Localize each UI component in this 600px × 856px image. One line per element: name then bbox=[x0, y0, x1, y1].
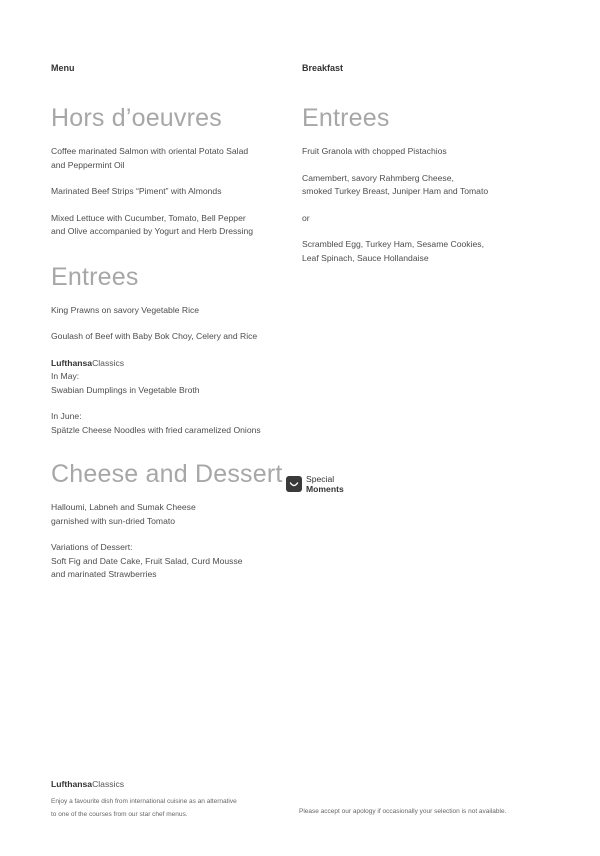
hors-item-line: Mixed Lettuce with Cucumber, Tomato, Bell Pepper bbox=[51, 212, 246, 223]
breakfast-or-text: or bbox=[302, 212, 310, 223]
lufthansa-classics-brand bbox=[51, 357, 286, 371]
entrees-title: Entrees bbox=[51, 262, 139, 291]
brand-light: Classics bbox=[92, 357, 125, 368]
special-moments-text bbox=[306, 474, 344, 494]
moments-line: Moments bbox=[306, 484, 344, 494]
hors-doeuvres-title: Hors d’oeuvres bbox=[51, 104, 222, 132]
cheese-item-line: garnished with sun-dried Tomato bbox=[51, 515, 176, 526]
breakfast-item bbox=[302, 145, 552, 159]
june-label: In June: bbox=[51, 411, 82, 421]
breakfast-entrees-title: Entrees bbox=[302, 104, 390, 132]
breakfast-header: Breakfast bbox=[302, 63, 344, 73]
hors-item bbox=[51, 145, 286, 172]
may-dish: Swabian Dumplings in Vegetable Broth bbox=[51, 384, 200, 395]
dessert-item-line: and marinated Strawberries bbox=[51, 569, 157, 579]
breakfast-item bbox=[302, 172, 552, 199]
footer-note-line: to one of the courses from our star chef menus. bbox=[51, 810, 188, 818]
entree-item bbox=[51, 304, 286, 318]
hors-item-line: and Peppermint Oil bbox=[51, 159, 125, 170]
special-moments-badge bbox=[286, 471, 344, 497]
footer-note-line: Enjoy a favourite dish from international cuisine as an alternative bbox=[51, 797, 237, 805]
hors-item-line: Marinated Beef Strips “Piment” with Almonds bbox=[51, 186, 222, 196]
hors-item-line: and Olive accompanied by Yogurt and Herb Dressing bbox=[51, 226, 254, 236]
breakfast-item-line: Camembert, savory Rahmberg Cheese, bbox=[302, 172, 454, 183]
dessert-item-line: Soft Fig and Date Cake, Fruit Salad, Curd Mousse bbox=[51, 555, 243, 566]
footer-classics-brand bbox=[51, 778, 291, 792]
left-column bbox=[51, 63, 286, 582]
dessert-item-line: Variations of Dessert: bbox=[51, 542, 133, 552]
breakfast-item-line: Scrambled Egg, Turkey Ham, Sesame Cookies, bbox=[302, 239, 484, 249]
special-line: Special bbox=[306, 474, 335, 484]
breakfast-item-line: Fruit Granola with chopped Pistachios bbox=[302, 146, 447, 156]
cheese-item bbox=[51, 501, 286, 528]
hors-item-line: Coffee marinated Salmon with oriental Potato Salad bbox=[51, 146, 249, 156]
menu-header: Menu bbox=[51, 63, 75, 73]
dessert-item bbox=[51, 541, 286, 582]
may-label: In May: bbox=[51, 371, 80, 381]
breakfast-or bbox=[302, 212, 552, 226]
breakfast-item-line: smoked Turkey Breast, Juniper Ham and Tomato bbox=[302, 186, 489, 196]
brand-bold: Lufthansa bbox=[51, 779, 93, 789]
brand-bold: Lufthansa bbox=[51, 357, 93, 368]
cheese-item-line: Halloumi, Labneh and Sumak Cheese bbox=[51, 502, 196, 512]
hors-item bbox=[51, 212, 286, 239]
june-dish: Spätzle Cheese Noodles with fried caramelized Onions bbox=[51, 424, 261, 435]
entree-item bbox=[51, 330, 286, 344]
hors-item bbox=[51, 185, 286, 199]
right-column bbox=[302, 63, 552, 265]
breakfast-item-line: Leaf Spinach, Sauce Hollandaise bbox=[302, 252, 429, 263]
entree-item-line: King Prawns on savory Vegetable Rice bbox=[51, 304, 200, 315]
breakfast-item bbox=[302, 238, 552, 265]
footer-note-block bbox=[51, 778, 291, 821]
lufthansa-classics-block bbox=[51, 357, 286, 438]
brand-light: Classics bbox=[92, 779, 125, 789]
entree-item-line: Goulash of Beef with Baby Bok Choy, Celery and Rice bbox=[51, 331, 258, 341]
cheese-dessert-title: Cheese and Dessert bbox=[51, 460, 283, 488]
smile-icon bbox=[286, 476, 302, 492]
apology-note: Please accept our apology if occasionally your selection is not available. bbox=[299, 808, 507, 815]
